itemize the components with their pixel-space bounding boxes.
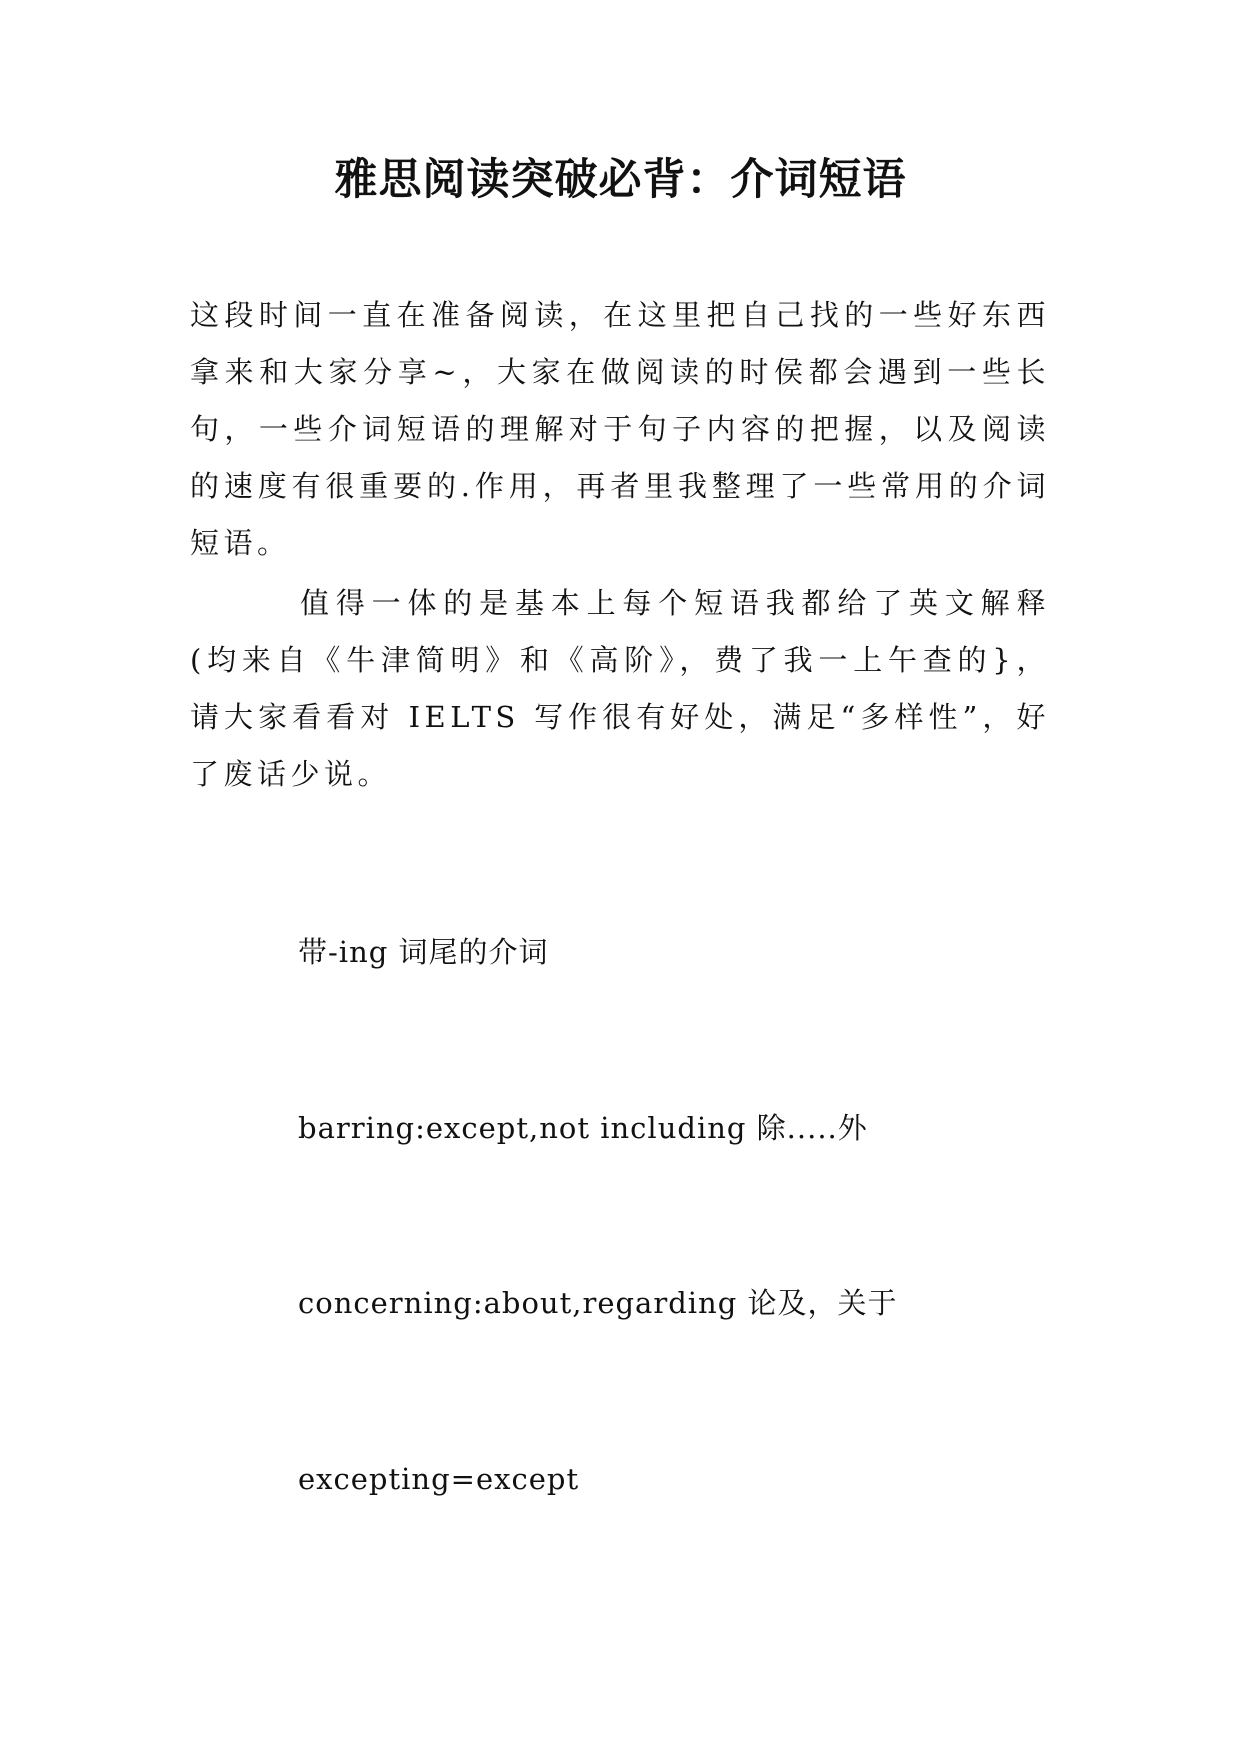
- phrase-entry-concerning: concerning:about,regarding 论及，关于: [298, 1286, 898, 1320]
- intro-paragraph: 这段时间一直在准备阅读，在这里把自己找的一些好东西拿来和大家分享~，大家在做阅读的时侯都会遇到一些长句，一些介词短语的理解对于句子内容的把握，以及阅读的速度有很重要的.作用，再者里我整理了一些常用的介词短语。: [190, 298, 1050, 560]
- section-heading: 带-ing 词尾的介词: [298, 935, 549, 969]
- phrase-entry-barring: barring:except,not including 除.....外: [298, 1111, 868, 1145]
- note-paragraph: 值得一体的是基本上每个短语我都给了英文解释(均来自《牛津简明》和《高阶》，费了我一上午查的}，请大家看看对 IELTS 写作很有好处，满足“多样性”，好了废话少说。: [190, 586, 1050, 791]
- page-title: 雅思阅读突破必背：介词短语: [334, 155, 907, 205]
- phrase-entry-excepting: excepting=except: [298, 1462, 580, 1496]
